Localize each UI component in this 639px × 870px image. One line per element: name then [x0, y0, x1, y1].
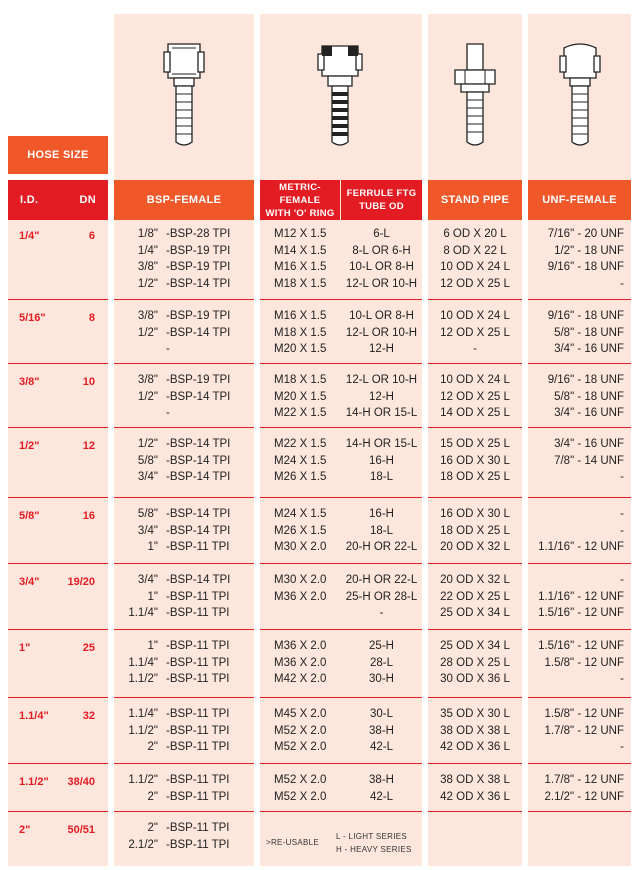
stand-pipe-entry: - — [473, 343, 477, 355]
ferrule-entry: 20-H OR 22-L — [345, 574, 418, 586]
unf-entry: 3/4" - 16 UNF — [554, 343, 624, 355]
bsp-size: 3/8" — [137, 310, 158, 322]
bsp-entry — [114, 572, 230, 588]
row-separator — [8, 427, 108, 428]
heavy-series-legend: H - HEAVY SERIES — [336, 845, 412, 854]
ferrule-header — [341, 180, 422, 220]
bsp-size: 1" — [147, 590, 158, 603]
metric-entry: M24 X 1.5 — [274, 454, 327, 467]
unf-entry: 1.1/16" - 12 UNF — [538, 590, 624, 603]
stand-pipe-entry: 20 OD X 32 L — [440, 574, 510, 586]
bsp-size: 1" — [147, 640, 158, 652]
row-separator — [114, 811, 254, 812]
unf-entry: 1.5/16" - 12 UNF — [538, 640, 624, 652]
ferrule-entry: 6-L — [373, 228, 390, 240]
ferrule-entry: 30-L — [369, 708, 394, 720]
hose-id: 2" — [19, 824, 31, 836]
row-separator — [528, 563, 631, 564]
bsp-thread: -BSP-11 TPI — [166, 673, 230, 685]
stand-pipe-entry: 16 OD X 30 L — [440, 454, 510, 467]
reusable-legend: >RE-USABLE — [266, 838, 320, 847]
bsp-thread: -BSP-14 TPI — [166, 326, 231, 339]
stand-pipe-entry: 42 OD X 36 L — [440, 790, 510, 803]
bsp-thread: -BSP-19 TPI — [166, 261, 231, 273]
ferrule-entry: 16-H — [369, 454, 394, 467]
row-separator — [528, 427, 631, 428]
bsp-size: 1.1/2" — [128, 673, 158, 685]
bsp-thread: -BSP-11 TPI — [166, 822, 230, 834]
bsp-thread: -BSP-14 TPI — [166, 277, 231, 290]
ferrule-entry: - — [379, 607, 384, 619]
ferrule-entry: 25-H — [369, 640, 394, 652]
metric-entry: M52 X 2.0 — [274, 790, 327, 803]
bsp-entry — [114, 605, 230, 621]
bsp-size: 5/8" — [137, 454, 158, 467]
bsp-entry — [114, 820, 230, 836]
bsp-entry — [114, 539, 230, 555]
stand-pipe-entry: 25 OD X 34 L — [440, 640, 510, 652]
ferrule-entry: 42-L — [369, 741, 394, 753]
row-separator — [528, 763, 631, 764]
ferrule-entry: 10-L OR 8-H — [349, 310, 414, 322]
bsp-size: 3/4" — [137, 471, 158, 483]
bsp-thread: - — [166, 407, 170, 419]
row-separator — [428, 363, 522, 364]
hose-dn: 12 — [82, 440, 95, 452]
bsp-entry — [114, 341, 170, 357]
bsp-female-header: BSP-FEMALE — [114, 180, 254, 220]
row-separator — [114, 697, 254, 698]
unf-entry: 1.5/8" - 12 UNF — [544, 708, 624, 720]
hose-id: 5/8" — [19, 510, 40, 522]
stand-pipe-entry: 15 OD X 25 L — [440, 438, 510, 450]
row-separator — [260, 299, 422, 300]
stand-pipe-entry: 18 OD X 25 L — [440, 471, 510, 483]
row-separator — [528, 363, 631, 364]
row-separator — [114, 299, 254, 300]
metric-entry: M52 X 2.0 — [274, 724, 327, 737]
id-header: I.D. — [20, 193, 39, 206]
metric-entry: M16 X 1.5 — [274, 261, 327, 273]
bsp-entry — [114, 739, 230, 755]
hose-dn: 25 — [82, 642, 95, 654]
hose-id-dn-header — [8, 180, 108, 220]
unf-entry: 3/4" - 16 UNF — [554, 407, 624, 419]
unf-female-header: UNF-FEMALE — [528, 180, 631, 220]
hose-dn: 19/20 — [67, 576, 95, 588]
bsp-thread: -BSP-11 TPI — [166, 724, 230, 737]
stand-pipe-entry: 6 OD X 20 L — [443, 228, 507, 240]
metric-female-fitting-icon — [310, 40, 370, 150]
metric-entry: M30 X 2.0 — [274, 541, 327, 553]
ferrule-entry: 18-L — [369, 524, 394, 537]
unf-female-fitting-icon — [550, 40, 610, 150]
unf-entry: 1.1/16" - 12 UNF — [538, 541, 624, 553]
hose-id: 1/4" — [19, 230, 40, 242]
bsp-thread: -BSP-11 TPI — [166, 541, 230, 553]
hose-dn: 10 — [82, 376, 95, 388]
bsp-entry — [114, 276, 230, 292]
hose-id: 3/8" — [19, 376, 40, 388]
stand-pipe-entry: 42 OD X 36 L — [440, 741, 510, 753]
row-separator — [8, 299, 108, 300]
stand-pipe-entry: 12 OD X 25 L — [440, 277, 510, 290]
metric-entry: M45 X 2.0 — [274, 708, 327, 720]
hose-id: 5/16" — [19, 312, 46, 324]
light-series-legend: L - LIGHT SERIES — [336, 832, 408, 841]
ferrule-entry: 28-L — [369, 656, 394, 669]
row-separator — [114, 427, 254, 428]
hose-dn: 8 — [88, 312, 95, 324]
row-separator — [260, 811, 422, 812]
unf-entry: 9/16" - 18 UNF — [547, 374, 624, 386]
bsp-thread: -BSP-11 TPI — [166, 708, 230, 720]
row-separator — [528, 299, 631, 300]
row-separator — [8, 629, 108, 630]
bsp-thread: -BSP-11 TPI — [166, 607, 230, 619]
ferrule-entry: 20-H OR 22-L — [345, 541, 418, 553]
bsp-entry — [114, 638, 230, 654]
hose-dn: 32 — [82, 710, 95, 722]
bsp-size: 2.1/2" — [128, 838, 158, 851]
row-separator — [260, 697, 422, 698]
metric-entry: M22 X 1.5 — [274, 407, 327, 419]
row-separator — [8, 697, 108, 698]
bsp-size: 2" — [147, 741, 158, 753]
hose-id: 1" — [19, 642, 31, 654]
ferrule-entry: 18-L — [369, 471, 394, 483]
ferrule-entry: 16-H — [369, 508, 394, 520]
row-separator — [260, 497, 422, 498]
bsp-size: 1/2" — [137, 438, 158, 450]
hose-id: 3/4" — [19, 576, 40, 588]
stand-pipe-entry: 38 OD X 38 L — [440, 774, 510, 786]
stand-pipe-entry: 35 OD X 30 L — [440, 708, 510, 720]
ferrule-entry: 42-L — [369, 790, 394, 803]
bsp-size: 3/8" — [137, 374, 158, 386]
unf-entry: 2.1/2" - 12 UNF — [544, 790, 624, 803]
row-separator — [8, 811, 108, 812]
ferrule-entry: 38-H — [369, 774, 394, 786]
row-separator — [428, 497, 522, 498]
ferrule-header-line2: TUBE OD — [359, 201, 404, 212]
metric-entry: M36 X 2.0 — [274, 590, 327, 603]
metric-entry: M24 X 1.5 — [274, 508, 327, 520]
hose-dn: 50/51 — [67, 824, 95, 836]
bsp-thread: -BSP-14 TPI — [166, 574, 231, 586]
bsp-entry — [114, 789, 230, 805]
bsp-thread: - — [166, 343, 170, 355]
metric-entry: M42 X 2.0 — [274, 673, 327, 685]
row-separator — [428, 763, 522, 764]
unf-entry: - — [620, 508, 624, 520]
unf-entry: 9/16" - 18 UNF — [547, 261, 624, 273]
row-separator — [260, 363, 422, 364]
ferrule-entry: 10-L OR 8-H — [349, 261, 414, 273]
bsp-size: 1.1/4" — [128, 656, 158, 669]
ferrule-entry: 25-H OR 28-L — [345, 590, 418, 603]
metric-entry: M20 X 1.5 — [274, 343, 327, 355]
row-separator — [114, 763, 254, 764]
bsp-thread: -BSP-28 TPI — [166, 228, 231, 240]
row-separator — [528, 697, 631, 698]
bsp-size: 5/8" — [137, 508, 158, 520]
bsp-thread: -BSP-19 TPI — [166, 244, 231, 257]
hose-id: 1.1/4" — [19, 710, 49, 722]
bsp-entry — [114, 389, 230, 405]
row-separator — [260, 427, 422, 428]
stand-pipe-entry: 25 OD X 34 L — [440, 607, 510, 619]
metric-entry: M52 X 2.0 — [274, 774, 327, 786]
row-separator — [428, 563, 522, 564]
bsp-thread: -BSP-14 TPI — [166, 524, 231, 537]
bsp-thread: -BSP-14 TPI — [166, 471, 231, 483]
stand-pipe-entry: 16 OD X 30 L — [440, 508, 510, 520]
unf-entry: - — [620, 471, 624, 483]
metric-entry: M26 X 1.5 — [274, 471, 327, 483]
bsp-size: 2" — [147, 790, 158, 803]
ferrule-entry: 12-H — [369, 343, 394, 355]
stand-pipe-entry: 28 OD X 25 L — [440, 656, 510, 669]
bsp-thread: -BSP-11 TPI — [166, 656, 230, 669]
stand-pipe-fitting-icon — [445, 40, 505, 150]
ferrule-entry: 14-H OR 15-L — [345, 438, 418, 450]
bsp-thread: -BSP-11 TPI — [166, 790, 230, 803]
bsp-entry — [114, 589, 230, 605]
row-separator — [114, 629, 254, 630]
hose-dn: 16 — [82, 510, 95, 522]
unf-entry: 7/16" - 20 UNF — [547, 228, 624, 240]
unf-entry: - — [620, 673, 624, 685]
stand-pipe-entry: 10 OD X 24 L — [440, 310, 510, 322]
bsp-size: 1.1/2" — [128, 724, 158, 737]
row-separator — [114, 363, 254, 364]
metric-entry: M18 X 1.5 — [274, 277, 327, 290]
bsp-size: 1.1/4" — [128, 708, 158, 720]
bsp-thread: -BSP-11 TPI — [166, 741, 230, 753]
stand-pipe-entry: 38 OD X 38 L — [440, 724, 510, 737]
stand-pipe-header: STAND PIPE — [428, 180, 522, 220]
bsp-size: 3/4" — [137, 524, 158, 537]
row-separator — [428, 427, 522, 428]
row-separator — [260, 629, 422, 630]
ferrule-entry: 38-H — [369, 724, 394, 737]
bsp-thread: -BSP-11 TPI — [166, 774, 230, 786]
metric-female-header-line1: METRIC-FEMALE — [279, 181, 321, 206]
bsp-entry — [114, 837, 230, 853]
unf-entry: - — [620, 574, 624, 586]
ferrule-entry: 8-L OR 6-H — [352, 244, 411, 257]
bsp-size: 1/4" — [137, 244, 158, 257]
row-separator — [260, 563, 422, 564]
row-separator — [114, 563, 254, 564]
row-separator — [260, 763, 422, 764]
unf-entry: 9/16" - 18 UNF — [547, 310, 624, 322]
unf-entry: 1.5/16" - 12 UNF — [538, 607, 624, 619]
unf-entry: 1.5/8" - 12 UNF — [544, 656, 624, 669]
unf-entry: - — [620, 277, 624, 290]
bsp-thread: -BSP-11 TPI — [166, 640, 230, 652]
unf-entry: 1.7/8" - 12 UNF — [544, 774, 624, 786]
ferrule-entry: 14-H OR 15-L — [345, 407, 418, 419]
ferrule-entry: 12-L OR 10-H — [345, 326, 418, 339]
bsp-thread: -BSP-14 TPI — [166, 454, 231, 467]
bsp-size: 3/8" — [137, 261, 158, 273]
bsp-size: 1.1/2" — [128, 774, 158, 786]
metric-entry: M16 X 1.5 — [274, 310, 327, 322]
stand-pipe-entry: 12 OD X 25 L — [440, 326, 510, 339]
metric-female-header-line2: WITH 'O' RING — [265, 207, 335, 219]
bsp-size: 1/2" — [137, 326, 158, 339]
unf-entry: 3/4" - 16 UNF — [554, 438, 624, 450]
bsp-size: 3/4" — [137, 574, 158, 586]
metric-entry: M36 X 2.0 — [274, 640, 327, 652]
stand-pipe-entry: 30 OD X 36 L — [440, 673, 510, 685]
metric-entry: M26 X 1.5 — [274, 524, 327, 537]
ferrule-entry: 12-L OR 10-H — [345, 277, 418, 290]
bsp-entry — [114, 655, 230, 671]
hose-id: 1/2" — [19, 440, 40, 452]
metric-entry: M52 X 2.0 — [274, 741, 327, 753]
bsp-thread: -BSP-19 TPI — [166, 374, 231, 386]
metric-entry: M36 X 2.0 — [274, 656, 327, 669]
bsp-thread: -BSP-19 TPI — [166, 310, 231, 322]
bsp-thread: -BSP-11 TPI — [166, 590, 230, 603]
bsp-entry — [114, 671, 230, 687]
ferrule-header-line1: FERRULE FTG — [346, 188, 417, 199]
metric-female-header — [260, 180, 340, 220]
stand-pipe-entry: 18 OD X 25 L — [440, 524, 510, 537]
unf-entry: 1/2" - 18 UNF — [554, 244, 624, 257]
bsp-size: 1/2" — [137, 277, 158, 290]
bsp-size: 1.1/4" — [128, 607, 158, 619]
bsp-entry — [114, 772, 230, 788]
row-separator — [428, 629, 522, 630]
stand-pipe-entry: 14 OD X 25 L — [440, 407, 510, 419]
bsp-entry — [114, 706, 230, 722]
bsp-thread: -BSP-14 TPI — [166, 508, 231, 520]
bsp-entry — [114, 372, 230, 388]
unf-entry: - — [620, 524, 624, 537]
bsp-size: 2" — [147, 822, 158, 834]
row-separator — [8, 497, 108, 498]
bsp-entry — [114, 259, 230, 275]
row-separator — [528, 497, 631, 498]
row-separator — [528, 811, 631, 812]
ferrule-entry: 12-L OR 10-H — [345, 374, 418, 386]
bsp-entry — [114, 243, 230, 259]
hose-id: 1.1/2" — [19, 776, 49, 788]
stand-pipe-entry: 8 OD X 22 L — [443, 244, 507, 257]
row-separator — [528, 629, 631, 630]
unf-entry: 1.7/8" - 12 UNF — [544, 724, 624, 737]
ferrule-entry: 12-H — [369, 390, 394, 403]
row-separator — [428, 697, 522, 698]
bsp-entry — [114, 325, 230, 341]
bsp-entry — [114, 506, 230, 522]
unf-entry: 7/8" - 14 UNF — [554, 454, 624, 467]
bsp-thread: -BSP-14 TPI — [166, 438, 231, 450]
bsp-entry — [114, 453, 230, 469]
stand-pipe-entry: 22 OD X 25 L — [440, 590, 510, 603]
bsp-entry — [114, 226, 230, 242]
hose-size-title: HOSE SIZE — [8, 136, 108, 174]
bsp-entry — [114, 723, 230, 739]
row-separator — [114, 497, 254, 498]
hose-dn: 6 — [88, 230, 95, 242]
bsp-entry — [114, 469, 230, 485]
metric-entry: M30 X 2.0 — [274, 574, 327, 586]
stand-pipe-entry: 20 OD X 32 L — [440, 541, 510, 553]
bsp-thread: -BSP-11 TPI — [166, 838, 230, 851]
bsp-entry — [114, 308, 230, 324]
row-separator — [8, 363, 108, 364]
bsp-size: 1/8" — [137, 228, 158, 240]
row-separator — [8, 563, 108, 564]
row-separator — [428, 299, 522, 300]
dn-header: DN — [79, 193, 96, 206]
row-separator — [8, 763, 108, 764]
unf-entry: 5/8" - 18 UNF — [554, 326, 624, 339]
bsp-size: 1" — [147, 541, 158, 553]
unf-entry: 5/8" - 18 UNF — [554, 390, 624, 403]
bsp-entry — [114, 523, 230, 539]
metric-entry: M18 X 1.5 — [274, 374, 327, 386]
bsp-size: 1/2" — [137, 390, 158, 403]
stand-pipe-entry: 10 OD X 24 L — [440, 374, 510, 386]
metric-entry: M22 X 1.5 — [274, 438, 327, 450]
stand-pipe-entry: 10 OD X 24 L — [440, 261, 510, 273]
bsp-thread: -BSP-14 TPI — [166, 390, 231, 403]
stand-pipe-entry: 12 OD X 25 L — [440, 390, 510, 403]
metric-entry: M12 X 1.5 — [274, 228, 327, 240]
hose-dn: 38/40 — [67, 776, 95, 788]
ferrule-entry: 30-H — [369, 673, 394, 685]
row-separator — [428, 811, 522, 812]
bsp-female-fitting-icon — [154, 40, 214, 150]
unf-entry: - — [620, 741, 624, 753]
bsp-entry — [114, 405, 170, 421]
metric-entry: M18 X 1.5 — [274, 326, 327, 339]
bsp-entry — [114, 436, 230, 452]
metric-entry: M20 X 1.5 — [274, 390, 327, 403]
metric-entry: M14 X 1.5 — [274, 244, 327, 257]
